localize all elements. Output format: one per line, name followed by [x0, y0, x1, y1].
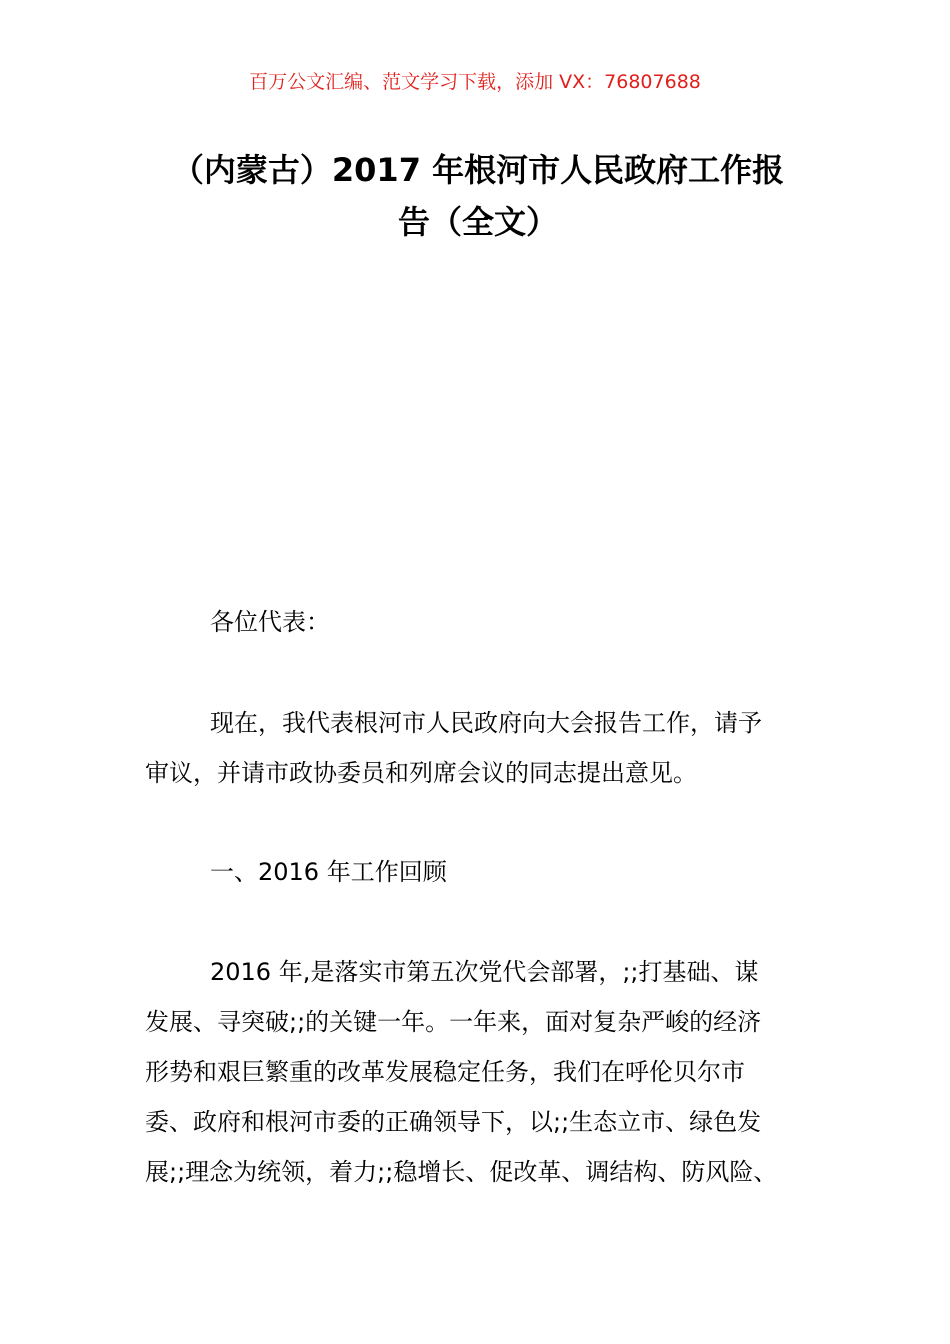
intro-line-2: 审议，并请市政协委员和列席会议的同志提出意见。 [145, 759, 697, 787]
paragraph-line-3: 形势和艰巨繁重的改革发展稳定任务，我们在呼伦贝尔市 [145, 1058, 745, 1086]
document-title-line-2: 告（全文） [397, 203, 558, 241]
header-watermark-note: 百万公文汇编、范文学习下载，添加 VX：76807688 [249, 71, 701, 93]
paragraph-line-4: 委、政府和根河市委的正确领导下，以;;生态立市、绿色发 [145, 1108, 762, 1136]
document-title-line-1: （内蒙古）2017 年根河市人民政府工作报 [171, 151, 785, 189]
section-heading: 一、2016 年工作回顾 [210, 858, 447, 886]
paragraph-line-2: 发展、寻突破;;的关键一年。一年来，面对复杂严峻的经济 [145, 1008, 762, 1036]
salutation: 各位代表： [210, 608, 330, 636]
intro-line-1: 现在，我代表根河市人民政府向大会报告工作，请予 [210, 709, 762, 737]
paragraph-line-5: 展;;理念为统领，着力;;稳增长、促改革、调结构、防风险、 [145, 1158, 778, 1186]
paragraph-line-1: 2016 年,是落实市第五次党代会部署，;;打基础、谋 [210, 958, 759, 986]
